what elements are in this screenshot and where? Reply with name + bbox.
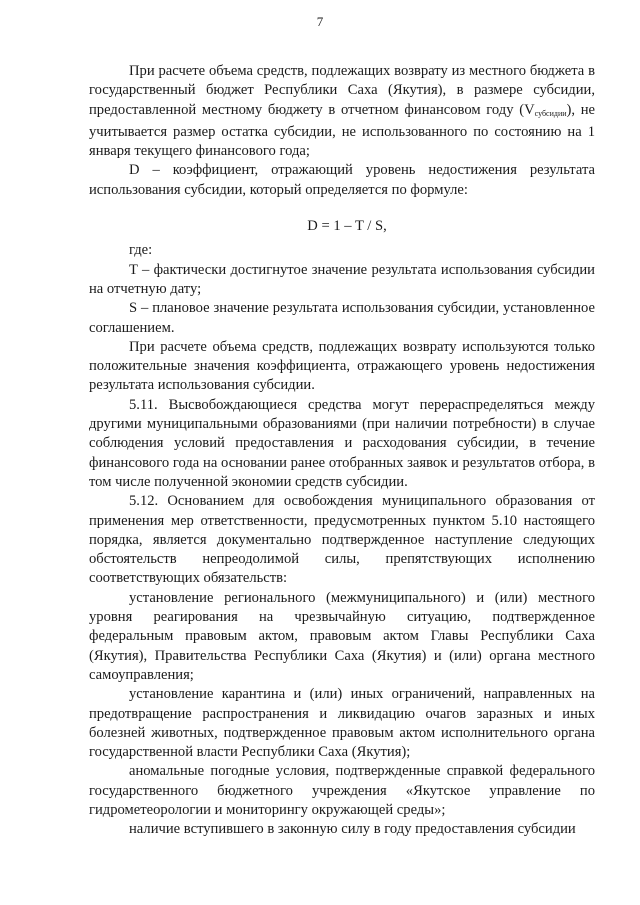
paragraph-5-11: 5.11. Высвобождающиеся средства могут перераспределяться между другими муниципальными образованиями (при наличии потребности) в случае соблюдения условий предоставления и расходования субсидии, в течение финансового года на основании ранее отобранных заявок и результатов отбора, в том числе полученной экономии средств субсидии. [89,396,595,490]
paragraph-definition-s: S – плановое значение результата использования субсидии, установленное соглашением. [89,300,595,336]
paragraph-text: При расчете объема средств, подлежащих возврату из местного бюджета в государственный бюджет Республики Саха (Якутия), в размере субсидии, предоставленной местному бюджету в отчетном финансовом году (V [89,63,595,118]
paragraph-coefficient-d: D – коэффициент, отражающий уровень недостижения результата использования субсидии, который определяется по формуле: [89,162,595,198]
paragraph-5-12: 5.12. Основанием для освобождения муниципального образования от применения мер ответственности, предусмотренных пунктом 5.10 настоящего порядка, является документально подтвержденное наступление следующих обстоятельств непреодолимой силы, препятствующих исполнению соответствующих обязательств: [89,493,595,587]
document-body [89,62,595,840]
paragraph-court-decision: наличие вступившего в законную силу в году предоставления субсидии [129,821,576,838]
paragraph-emergency-level: установление регионального (межмуниципального) и (или) местного уровня реагирования на чрезвычайную ситуацию, подтвержденное федеральным правовым актом, правовым актом Главы Республики Саха (Якутия), Правительства Республики Саха (Якутия) и (или) органа местного самоуправления; [89,589,595,683]
subscript-subsidy: субсидии [534,108,567,118]
page-number: 7 [316,14,324,29]
paragraph-text: ), не учитывается размер остатка субсидии, не использованного по состоянию на 1 января текущего финансового года; [89,101,595,160]
paragraph-definition-t: T – фактически достигнутое значение результата использования субсидии на отчетную дату; [89,261,595,297]
paragraph-quarantine: установление карантина и (или) иных ограничений, направленных на предотвращение распространения и ликвидацию очагов заразных и иных болезней животных, подтвержденное правовым актом исполнительного органа государственной власти Республики Саха (Якутия); [89,686,595,761]
paragraph-positive-values: При расчете объема средств, подлежащих возврату используются только положительные значения коэффициента, отражающего уровень недостижения результата использования субсидии. [89,338,595,394]
formula: D = 1 – T / S, [307,218,387,235]
paragraph-refund-calculation [89,62,595,161]
where-label: где: [129,242,153,259]
paragraph-weather: аномальные погодные условия, подтвержденные справкой федерального государственного бюджетного учреждения «Якутское управление по гидрометеорологии и мониторингу окружающей среды»; [89,763,595,818]
